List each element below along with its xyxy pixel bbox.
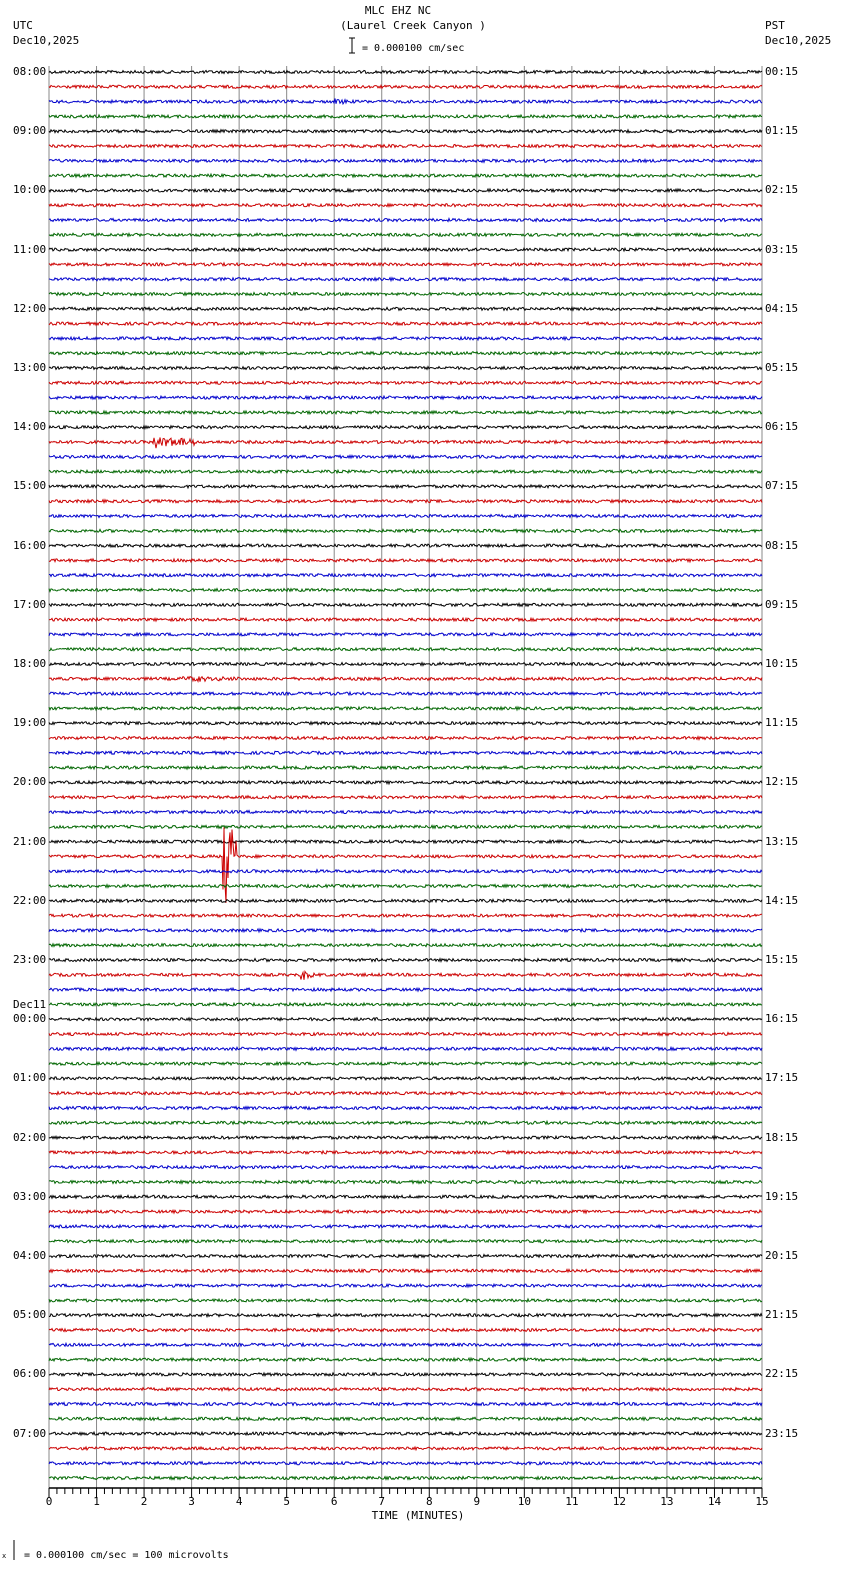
seismic-trace: [49, 1358, 762, 1361]
seismic-trace: [49, 248, 762, 251]
seismic-trace: [49, 1284, 762, 1287]
pst-hour-label: 21:15: [765, 1308, 799, 1322]
seismic-trace: [49, 663, 762, 666]
x-tick-label: 1: [93, 1495, 100, 1508]
pst-hour-label: 08:15: [765, 538, 799, 552]
seismic-trace: [49, 1077, 762, 1080]
utc-hour-label: 18:00: [13, 657, 47, 670]
seismic-trace: [49, 1092, 762, 1095]
seismic-trace: [49, 1477, 762, 1480]
seismic-trace: [49, 885, 762, 888]
seismic-trace: [49, 322, 762, 325]
seismic-trace: [49, 1136, 762, 1139]
utc-hour-label: 04:00: [13, 1249, 47, 1262]
utc-hour-label: 13:00: [13, 361, 47, 374]
seismic-trace: [49, 1018, 762, 1021]
seismic-trace: [49, 293, 762, 296]
seismic-trace: [49, 737, 762, 740]
left-date: Dec10,2025: [13, 34, 80, 47]
seismic-trace: [49, 1166, 762, 1169]
seismic-trace: [49, 796, 762, 799]
seismic-trace: [49, 1329, 762, 1332]
seismic-trace: [49, 574, 762, 577]
seismic-trace: [49, 1432, 762, 1435]
utc-hour-label: 07:00: [13, 1426, 47, 1440]
utc-hour-label: 17:00: [13, 597, 47, 611]
x-tick-label: 10: [517, 1495, 531, 1508]
x-tick-label: 15: [755, 1495, 769, 1508]
pst-hour-label: 14:15: [765, 893, 799, 907]
seismic-trace: [49, 1003, 762, 1006]
seismic-trace: [49, 1195, 762, 1198]
seismic-trace: [49, 411, 762, 414]
date-change-label: Dec11: [13, 998, 47, 1012]
x-tick-label: 11: [565, 1495, 579, 1508]
utc-hour-label: 05:00: [13, 1308, 47, 1322]
seismic-trace: [49, 722, 762, 725]
seismic-trace: [49, 840, 762, 843]
seismic-trace: [49, 263, 762, 266]
utc-hour-label: 09:00: [13, 124, 47, 138]
seismic-trace: [49, 589, 762, 592]
pst-hour-label: 03:15: [765, 242, 799, 256]
pst-hour-label: 04:15: [765, 301, 799, 315]
seismic-trace: [49, 515, 762, 518]
seismic-trace: [49, 115, 762, 118]
seismic-trace: [49, 219, 762, 222]
seismic-trace: [49, 811, 762, 814]
pst-hour-label: 01:15: [765, 124, 799, 138]
utc-hour-label: 01:00: [13, 1071, 47, 1085]
seismic-trace: [49, 1107, 762, 1110]
pst-hour-label: 15:15: [765, 953, 799, 966]
pst-hour-label: 12:15: [765, 775, 799, 789]
seismic-trace: [49, 470, 762, 473]
seismic-trace: [49, 485, 762, 488]
utc-hour-label: 22:00: [13, 893, 47, 907]
seismic-trace: [49, 352, 762, 355]
seismic-trace: [49, 1210, 762, 1213]
pst-hour-label: 20:15: [765, 1249, 799, 1262]
utc-hour-label: 21:00: [13, 834, 47, 848]
seismic-trace: [49, 189, 762, 192]
footer-scale-legend: = 0.000100 cm/sec = 100 microvolts: [24, 1550, 229, 1561]
right-timezone: PST: [765, 19, 785, 32]
x-tick-label: 13: [660, 1495, 674, 1508]
utc-hour-label: 06:00: [13, 1367, 47, 1381]
seismic-trace: [49, 544, 762, 547]
seismic-trace: [49, 337, 762, 340]
seismic-trace: [49, 71, 762, 74]
seismic-trace: [49, 899, 762, 902]
x-axis-title: TIME (MINUTES): [371, 1509, 465, 1522]
x-tick-label: 0: [45, 1495, 53, 1508]
seismic-trace: [49, 603, 762, 606]
seismic-trace: [49, 307, 762, 310]
seismic-trace: [49, 145, 762, 148]
pst-hour-label: 02:15: [765, 183, 799, 197]
utc-hour-label: 08:00: [13, 65, 47, 78]
seismic-trace: [49, 559, 762, 562]
utc-hour-label: 23:00: [13, 953, 47, 966]
seismic-trace: [49, 1417, 762, 1420]
seismic-trace: [49, 204, 762, 207]
utc-hour-label: 19:00: [13, 716, 47, 730]
seismic-trace: [49, 130, 762, 133]
seismic-trace: [49, 751, 762, 754]
pst-hour-label: 23:15: [765, 1426, 799, 1440]
footer-marker: x: [2, 1552, 7, 1560]
utc-hour-label: 20:00: [13, 775, 47, 789]
pst-hour-label: 13:15: [765, 834, 799, 848]
utc-hour-label: 16:00: [13, 538, 47, 552]
left-timezone: UTC: [13, 19, 33, 32]
seismic-trace: [49, 529, 762, 532]
seismic-trace: [49, 1047, 762, 1050]
seismic-trace: [49, 988, 762, 991]
pst-hour-label: 00:15: [765, 65, 799, 78]
x-tick-label: 3: [188, 1495, 195, 1508]
utc-hour-label: 00:00: [13, 1012, 47, 1026]
x-tick-label: 2: [140, 1495, 148, 1508]
seismic-trace: [49, 633, 762, 636]
seismic-trace: [49, 1343, 762, 1346]
station-title: MLC EHZ NC: [364, 4, 432, 17]
seismic-trace: [49, 914, 762, 917]
seismic-trace: [49, 929, 762, 932]
seismic-trace: [49, 426, 762, 429]
seismic-trace: [49, 870, 762, 873]
utc-hour-label: 11:00: [13, 242, 47, 256]
x-tick-label: 14: [707, 1495, 722, 1508]
seismic-trace: [49, 85, 762, 88]
x-tick-label: 5: [283, 1495, 290, 1508]
seismic-trace: [49, 677, 762, 682]
seismic-trace: [49, 278, 762, 281]
seismic-trace: [49, 1403, 762, 1406]
seismic-trace: [49, 1121, 762, 1124]
seismic-trace: [49, 396, 762, 399]
seismic-trace: [49, 766, 762, 769]
x-tick-label: 7: [378, 1495, 386, 1508]
seismic-trace: [49, 367, 762, 370]
x-tick-label: 4: [235, 1495, 243, 1508]
utc-hour-label: 10:00: [13, 183, 47, 197]
seismic-trace: [49, 1181, 762, 1184]
seismic-trace: [49, 827, 762, 902]
utc-hour-label: 03:00: [13, 1189, 47, 1203]
seismic-trace: [49, 455, 762, 458]
seismic-trace: [49, 1255, 762, 1258]
seismic-trace: [49, 944, 762, 947]
seismic-trace: [49, 972, 762, 980]
seismic-trace: [49, 1269, 762, 1272]
seismic-trace: [49, 781, 762, 784]
seismic-trace: [49, 233, 762, 236]
utc-hour-label: 15:00: [13, 479, 47, 493]
seismic-trace: [49, 1314, 762, 1317]
pst-hour-label: 10:15: [765, 657, 799, 670]
seismic-trace: [49, 618, 762, 621]
seismic-trace: [49, 99, 762, 104]
scale-legend: = 0.000100 cm/sec: [362, 43, 465, 54]
seismic-trace: [49, 1299, 762, 1302]
seismic-trace: [49, 1462, 762, 1465]
seismic-trace: [49, 438, 762, 449]
pst-hour-label: 19:15: [765, 1189, 799, 1203]
seismic-trace: [49, 825, 762, 828]
x-tick-label: 9: [473, 1495, 481, 1508]
seismic-trace: [49, 707, 762, 710]
station-location: (Laurel Creek Canyon ): [340, 19, 486, 32]
seismic-trace: [49, 1240, 762, 1243]
utc-hour-label: 02:00: [13, 1130, 47, 1144]
seismic-trace: [49, 500, 762, 503]
seismic-trace: [49, 692, 762, 695]
seismic-trace: [49, 1033, 762, 1036]
seismic-trace: [49, 1225, 762, 1228]
right-date: Dec10,2025: [765, 34, 832, 47]
utc-hour-label: 14:00: [13, 420, 47, 434]
seismic-trace: [49, 1062, 762, 1065]
seismic-trace: [49, 959, 762, 962]
pst-hour-label: 05:15: [765, 361, 799, 374]
seismic-trace: [49, 1151, 762, 1154]
pst-hour-label: 17:15: [765, 1071, 799, 1085]
seismic-trace: [49, 381, 762, 384]
pst-hour-label: 16:15: [765, 1012, 799, 1026]
seismic-trace: [49, 1373, 762, 1376]
x-tick-label: 12: [612, 1495, 627, 1508]
seismic-trace: [49, 1388, 762, 1391]
pst-hour-label: 09:15: [765, 597, 799, 611]
pst-hour-label: 11:15: [765, 716, 799, 730]
pst-hour-label: 06:15: [765, 420, 799, 434]
seismic-trace: [49, 159, 762, 162]
utc-hour-label: 12:00: [13, 301, 47, 315]
seismic-trace: [49, 648, 762, 651]
seismic-trace: [49, 1447, 762, 1450]
seismic-trace: [49, 174, 762, 177]
x-tick-label: 6: [330, 1495, 338, 1508]
x-tick-label: 8: [425, 1495, 433, 1508]
pst-hour-label: 18:15: [765, 1130, 799, 1144]
pst-hour-label: 22:15: [765, 1367, 799, 1381]
pst-hour-label: 07:15: [765, 479, 799, 493]
